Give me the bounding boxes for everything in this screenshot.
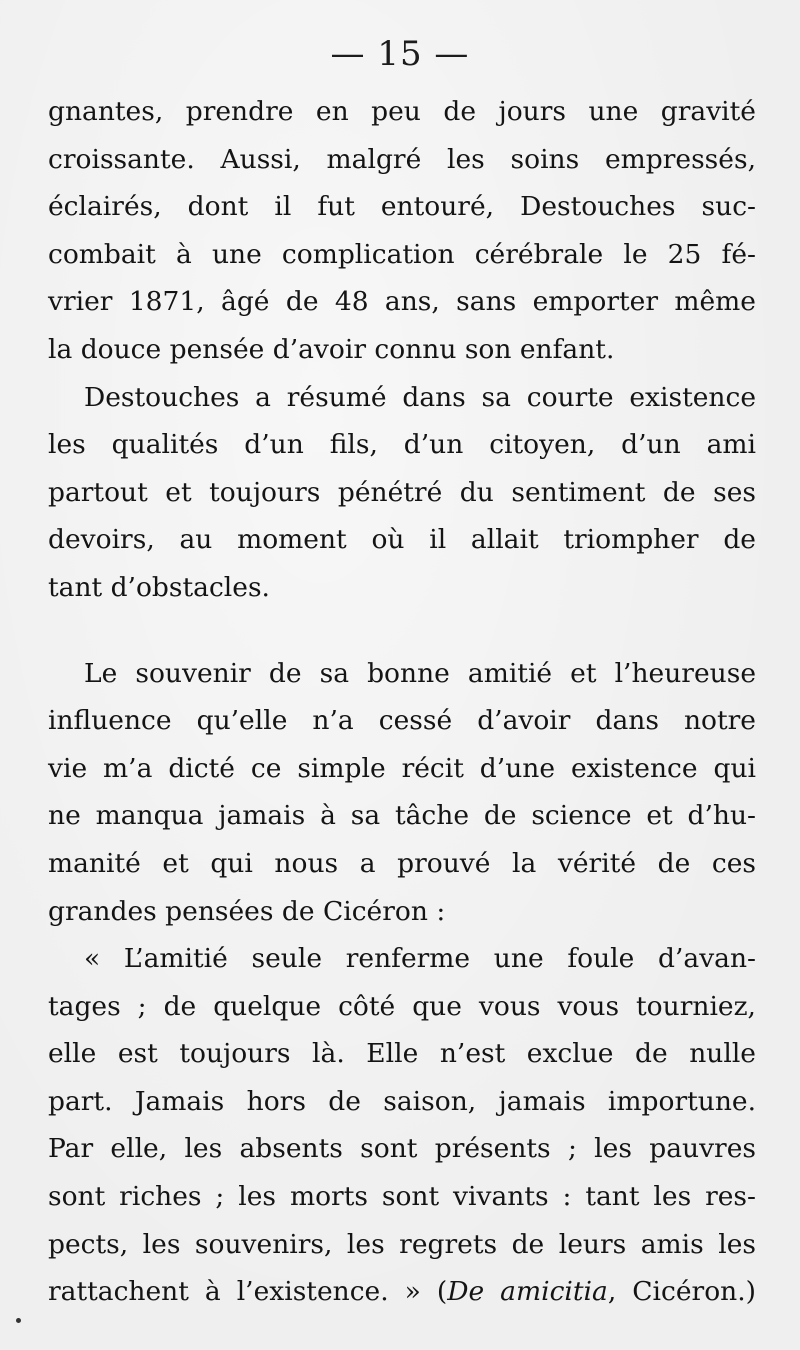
text-line: devoirs, au moment où il allait triompher de: [48, 524, 756, 556]
body-text: [48, 88, 756, 1316]
text-line: influence qu’elle n’a cessé d’avoir dans notre: [48, 705, 756, 737]
text-line: elle est toujours là. Elle n’est exclue de nulle: [48, 1038, 756, 1070]
text-line: vie m’a dicté ce simple récit d’une existence qui: [48, 752, 756, 784]
text-line: part. Jamais hors de saison, jamais importune.: [48, 1085, 756, 1117]
text-line: sont riches ; les morts sont vivants : tant les res-: [48, 1181, 756, 1213]
ink-speck: [16, 1318, 21, 1323]
paragraph-1: [48, 88, 756, 374]
text-line: grandes pensées de Cicéron :: [48, 895, 446, 927]
text-line: Le souvenir de sa bonne amitié et l’heureuse: [84, 657, 756, 689]
paragraph-4-quotation: [48, 935, 756, 1316]
text-line: manité et qui nous a prouvé la vérité de ces: [48, 847, 756, 879]
text-line: tages ; de quelque côté que vous vous tourniez,: [48, 990, 756, 1022]
paragraph-3: [48, 650, 756, 936]
text-line: vrier 1871, âgé de 48 ans, sans emporter même: [48, 286, 756, 318]
text-line: Destouches a résumé dans sa courte existence: [84, 381, 756, 413]
text-line: combait à une complication cérébrale le 25 fé-: [48, 238, 756, 270]
text-line: éclairés, dont il fut entouré, Destouches suc-: [48, 191, 756, 223]
text-line: tant d’obstacles.: [48, 571, 270, 603]
paragraph-2: [48, 374, 756, 612]
text-line: la douce pensée d’avoir connu son enfant.: [48, 333, 615, 365]
text-line: Par elle, les absents sont présents ; les pauvres: [48, 1133, 756, 1165]
text-line-final: [48, 1268, 756, 1316]
text-segment: , Cicéron.): [607, 1276, 756, 1308]
text-line: croissante. Aussi, malgré les soins empressés,: [48, 143, 756, 175]
text-segment: rattachent à l’existence. » (: [48, 1276, 448, 1308]
text-line: les qualités d’un fils, d’un citoyen, d’un ami: [48, 429, 756, 461]
text-line: gnantes, prendre en peu de jours une gravité: [48, 96, 756, 127]
text-line: ne manqua jamais à sa tâche de science et d’hu-: [48, 800, 756, 832]
citation-title: De amicitia: [447, 1276, 608, 1308]
text-line: partout et toujours pénétré du sentiment de ses: [48, 476, 756, 508]
page-number: — 15 —: [330, 34, 470, 74]
text-line: pects, les souvenirs, les regrets de leurs amis les: [48, 1228, 756, 1260]
text-line: « L’amitié seule renferme une foule d’avan-: [84, 943, 756, 975]
